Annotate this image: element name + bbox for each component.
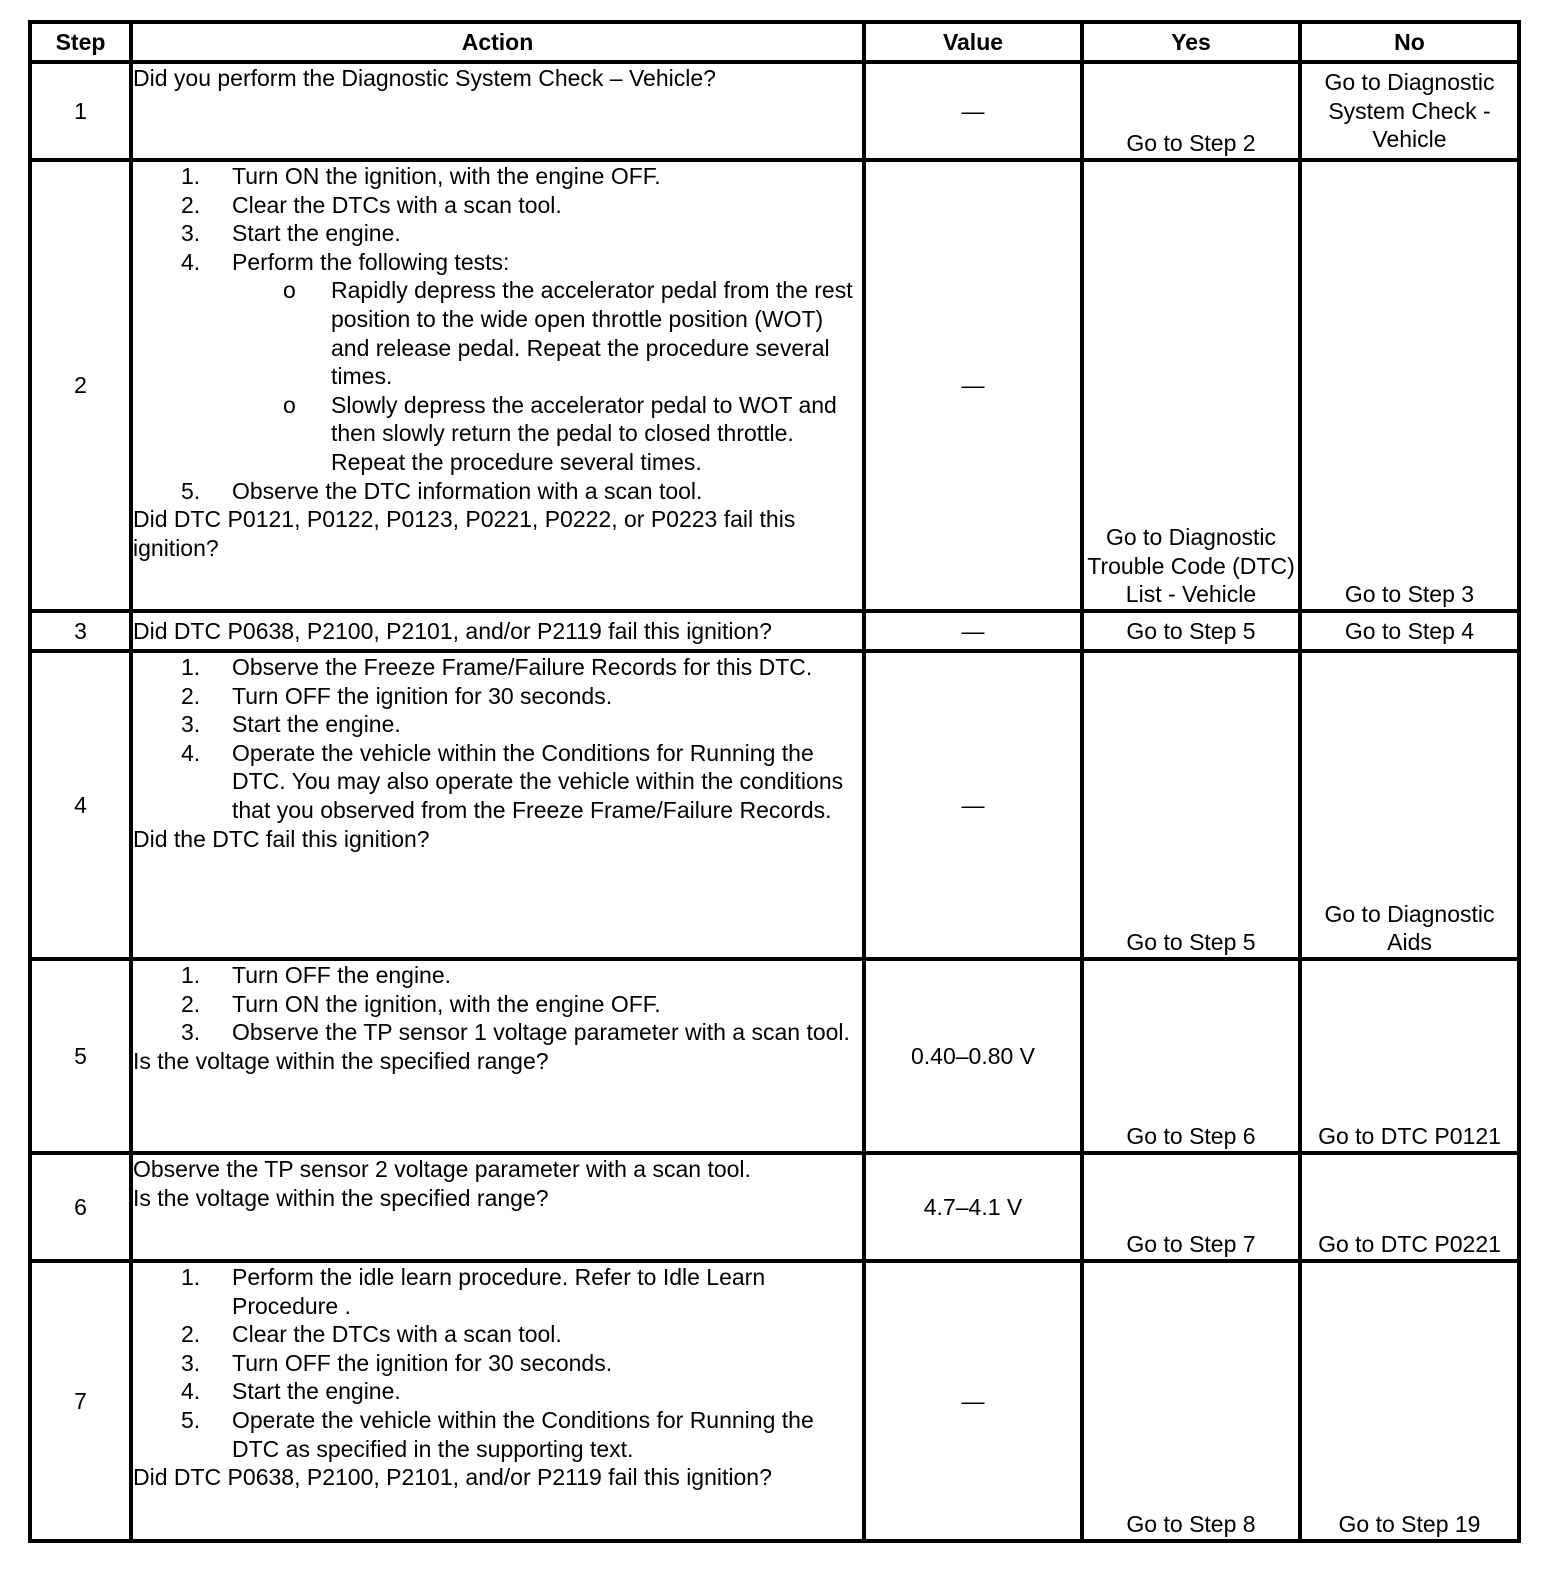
header-yes: Yes <box>1082 22 1300 62</box>
no-cell: Go to Diagnostic Aids <box>1300 651 1519 959</box>
procedure-list <box>133 653 862 825</box>
table-row <box>30 1261 1519 1541</box>
step-number: 5 <box>30 959 131 1153</box>
table-row <box>30 611 1519 651</box>
value-cell: — <box>864 160 1082 611</box>
list-item: 2. Turn ON the ignition, with the engine OFF. <box>181 990 661 1017</box>
action-question: Is the voltage within the specified range? <box>133 1184 549 1211</box>
action-text: Did DTC P0638, P2100, P2101, and/or P2119 fail this ignition? <box>133 617 772 644</box>
action-cell <box>131 160 864 611</box>
step-number: 1 <box>30 62 131 160</box>
list-item: 3. Observe the TP sensor 1 voltage parameter with a scan tool. <box>181 1019 850 1046</box>
yes-cell: Go to Step 5 <box>1082 651 1300 959</box>
action-cell <box>131 1261 864 1541</box>
yes-cell: Go to Step 5 <box>1082 611 1300 651</box>
yes-cell: Go to Step 7 <box>1082 1153 1300 1261</box>
step-number: 4 <box>30 651 131 959</box>
action-cell <box>131 959 864 1153</box>
table-row <box>30 160 1519 611</box>
no-cell: Go to DTC P0121 <box>1300 959 1519 1153</box>
action-question: Is the voltage within the specified range? <box>133 1047 549 1074</box>
list-item: 3. Start the engine. <box>181 711 401 738</box>
header-row <box>30 22 1519 62</box>
list-item: 4. Operate the vehicle within the Conditions for Running the DTC. You may also operate the vehicle within the conditions that you observed from the Freeze Frame/Failure Records. <box>181 739 844 823</box>
action-cell <box>131 611 864 651</box>
list-item: 2. Clear the DTCs with a scan tool. <box>181 1321 562 1348</box>
yes-cell: Go to Diagnostic Trouble Code (DTC) List - Vehicle <box>1082 160 1300 611</box>
header-value: Value <box>864 22 1082 62</box>
action-question: Did DTC P0638, P2100, P2101, and/or P2119 fail this ignition? <box>133 1464 772 1491</box>
action-cell <box>131 62 864 160</box>
no-cell: Go to Step 4 <box>1300 611 1519 651</box>
value-cell: — <box>864 1261 1082 1541</box>
list-item: 1. Perform the idle learn procedure. Refer to Idle Learn Procedure . <box>181 1264 766 1319</box>
action-text: Did you perform the Diagnostic System Check – Vehicle? <box>133 65 716 91</box>
value-cell: 0.40–0.80 V <box>864 959 1082 1153</box>
header-action: Action <box>131 22 864 62</box>
list-item: 5. Observe the DTC information with a scan tool. <box>181 477 703 504</box>
step-number: 2 <box>30 160 131 611</box>
procedure-list <box>133 961 862 1047</box>
list-item: 4. Perform the following tests: o Rapidly depress the accelerator pedal from the rest position to the wide open throttle position (WOT) and release pedal. Repeat the procedure several times. o Slowly depress the accelerator pedal to WOT and then slowly return the pedal to closed throttle. Repeat the procedure several times. <box>133 248 862 477</box>
no-cell: Go to Diagnostic System Check - Vehicle <box>1300 62 1519 160</box>
sub-list-item: o Rapidly depress the accelerator pedal from the rest position to the wide open throttle position (WOT) and release pedal. Repeat the procedure several times. <box>283 277 853 390</box>
diagnostic-table <box>28 20 1521 1543</box>
list-item: 5. Operate the vehicle within the Conditions for Running the DTC as specified in the supporting text. <box>181 1406 814 1462</box>
table-row <box>30 651 1519 959</box>
action-cell <box>131 651 864 959</box>
list-item: 4. Start the engine. <box>181 1378 401 1405</box>
step-number: 6 <box>30 1153 131 1261</box>
no-cell: Go to DTC P0221 <box>1300 1153 1519 1261</box>
yes-cell: Go to Step 2 <box>1082 62 1300 160</box>
header-step: Step <box>30 22 131 62</box>
list-item: 2. Turn OFF the ignition for 30 seconds. <box>181 682 613 709</box>
step-number: 7 <box>30 1261 131 1541</box>
no-cell: Go to Step 19 <box>1300 1261 1519 1541</box>
action-question: Did the DTC fail this ignition? <box>133 825 430 852</box>
list-item: 1. Turn ON the ignition, with the engine OFF. <box>181 163 661 189</box>
procedure-list <box>133 162 862 505</box>
procedure-list <box>133 1263 862 1463</box>
value-cell: — <box>864 62 1082 160</box>
value-cell: — <box>864 651 1082 959</box>
bullet-icon: o <box>283 391 296 418</box>
bullet-icon: o <box>283 277 296 304</box>
list-item: 2. Clear the DTCs with a scan tool. <box>181 191 562 218</box>
list-item: 1. Observe the Freeze Frame/Failure Records for this DTC. <box>181 654 813 680</box>
action-text: Observe the TP sensor 2 voltage parameter with a scan tool. <box>133 1156 751 1182</box>
sub-list-item: o Slowly depress the accelerator pedal to WOT and then slowly return the pedal to closed throttle. Repeat the procedure several times. <box>283 391 837 475</box>
step-number: 3 <box>30 611 131 651</box>
yes-cell: Go to Step 6 <box>1082 959 1300 1153</box>
value-cell: 4.7–4.1 V <box>864 1153 1082 1261</box>
list-item: 1. Turn OFF the engine. <box>181 962 452 988</box>
sub-list <box>232 276 862 476</box>
table-row <box>30 959 1519 1153</box>
action-question: Did DTC P0121, P0122, P0123, P0221, P0222, or P0223 fail this ignition? <box>133 506 796 561</box>
no-cell: Go to Step 3 <box>1300 160 1519 611</box>
list-item: 3. Start the engine. <box>181 220 401 247</box>
table-row <box>30 62 1519 160</box>
table-row <box>30 1153 1519 1261</box>
yes-cell: Go to Step 8 <box>1082 1261 1300 1541</box>
header-no: No <box>1300 22 1519 62</box>
action-cell <box>131 1153 864 1261</box>
list-item: 3. Turn OFF the ignition for 30 seconds. <box>181 1349 613 1376</box>
value-cell: — <box>864 611 1082 651</box>
